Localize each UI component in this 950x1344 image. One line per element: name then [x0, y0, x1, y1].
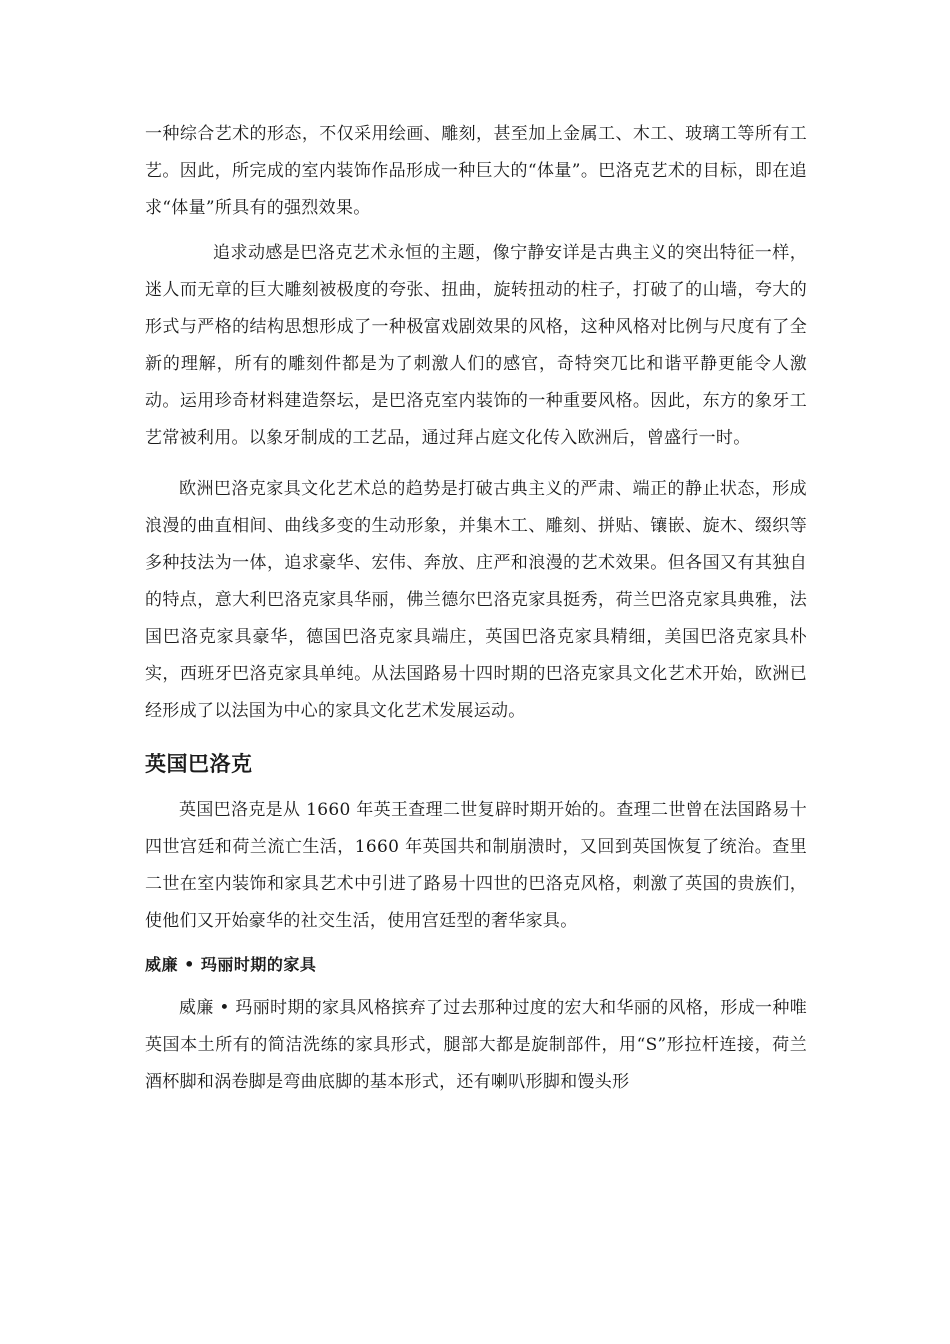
paragraph-english-baroque: 英国巴洛克是从 1660 年英王查理二世复辟时期开始的。查理二世曾在法国路易十四世宫廷和荷兰流亡生活，1660 年英国共和制崩溃时，又回到英国恢复了统治。查里二世在室内装饰和家具艺术中引进了路易十四世的巴洛克风格，刺激了英国的贵族们，使他们又开始豪华的社交生活，使用宫廷型的奢华家具。 — [145, 800, 807, 931]
paragraph-continuation: 一种综合艺术的形态，不仅采用绘画、雕刻，甚至加上金属工、木工、玻璃工等所有工艺。因此，所完成的室内装饰作品形成一种巨大的“体量”。巴洛克艺术的目标，即在追求“体量”所具有的强烈效果。 — [145, 124, 807, 218]
section-title: 英国巴洛克 — [145, 752, 253, 776]
paragraph-baroque-dynamics: 追求动感是巴洛克艺术永恒的主题，像宁静安详是古典主义的突出特征一样，迷人而无章的巨大雕刻被极度的夸张、扭曲，旋转扭动的柱子，打破了的山墙，夸大的形式与严格的结构思想形成了一种极富戏剧效果的风格，这种风格对比例与尺度有了全新的理解，所有的雕刻件都是为了刺激人们的感官，奇特突兀比和谐平静更能令人激动。运用珍奇材料建造祭坛，是巴洛克室内装饰的一种重要风格。因此，东方的象牙工艺常被利用。以象牙制成的工艺品，通过拜占庭文化传入欧洲后，曾盛行一时。 — [145, 243, 807, 448]
subsection-title: 威廉 • 玛丽时期的家具 — [145, 955, 317, 974]
document-body — [145, 116, 807, 1101]
paragraph-european-baroque-furniture: 欧洲巴洛克家具文化艺术总的趋势是打破古典主义的严肃、端正的静止状态，形成浪漫的曲直相间、曲线多变的生动形象，并集木工、雕刻、拼贴、镶嵌、旋木、缀织等多种技法为一体，追求豪华、宏伟、奔放、庄严和浪漫的艺术效果。但各国又有其独自的特点，意大利巴洛克家具华丽，佛兰德尔巴洛克家具挺秀，荷兰巴洛克家具典雅，法国巴洛克家具豪华，德国巴洛克家具端庄，英国巴洛克家具精细，美国巴洛克家具朴实，西班牙巴洛克家具单纯。从法国路易十四时期的巴洛克家具文化艺术开始，欧洲已经形成了以法国为中心的家具文化艺术发展运动。 — [145, 479, 807, 721]
paragraph-william-mary: 威廉 • 玛丽时期的家具风格摈弃了过去那种过度的宏大和华丽的风格，形成一种唯英国本土所有的简洁洗练的家具形式，腿部大都是旋制部件，用“S”形拉杆连接，荷兰酒杯脚和涡卷脚是弯曲底脚的基本形式，还有喇叭形脚和馒头形 — [145, 998, 807, 1092]
